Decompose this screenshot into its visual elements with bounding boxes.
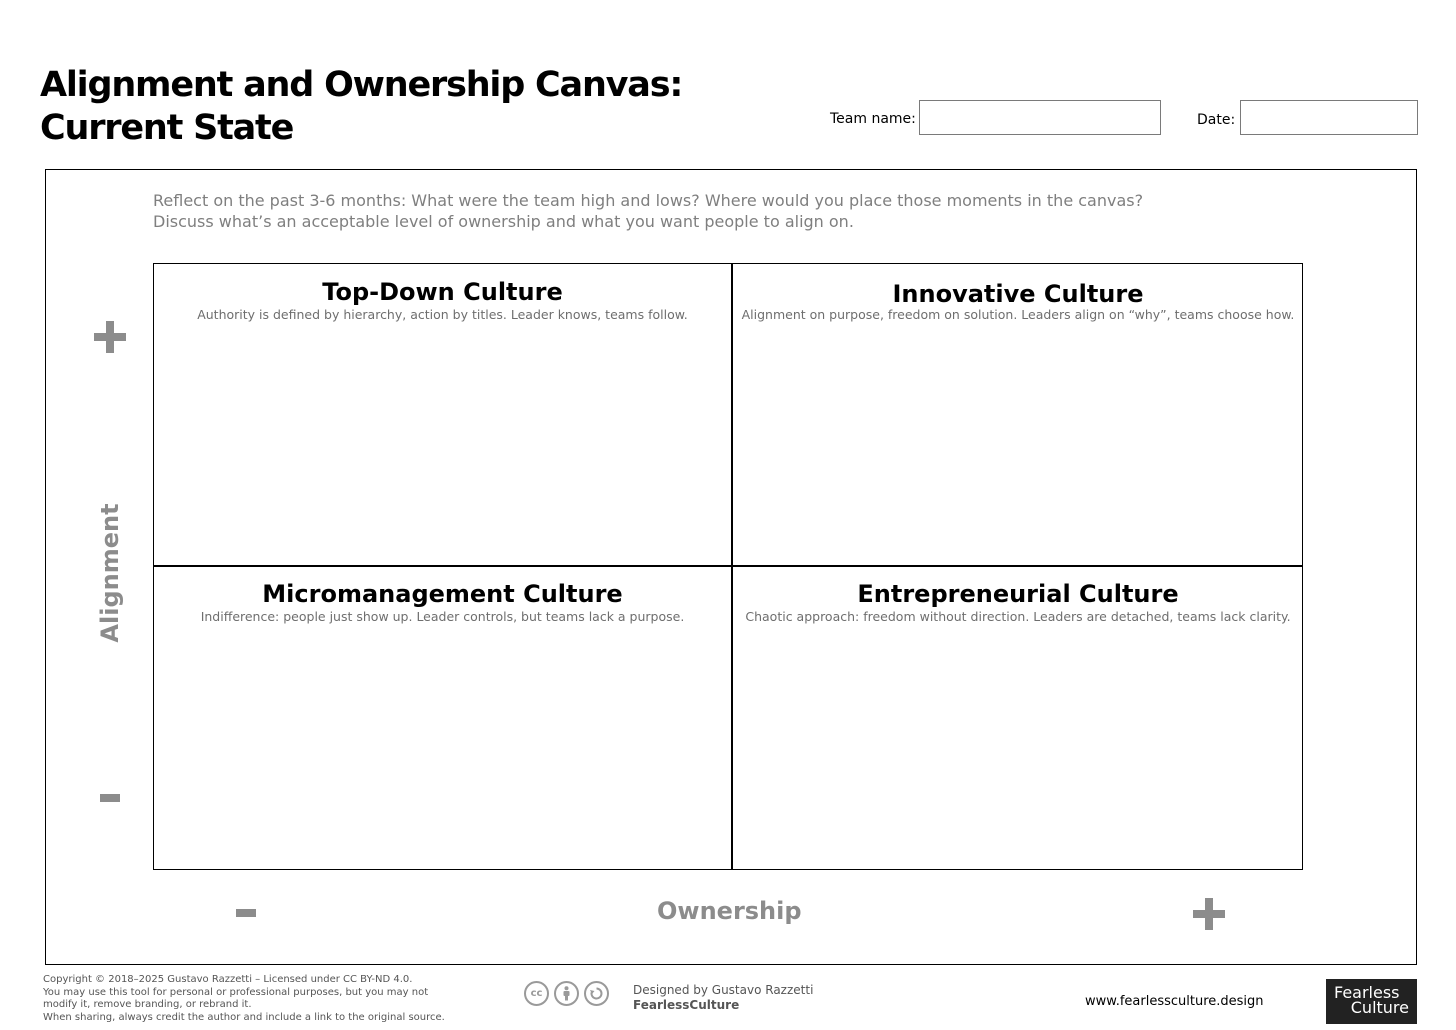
quadrant-entrepreneurial[interactable] [733, 580, 1303, 625]
copyright-line: Copyright © 2018–2025 Gustavo Razzetti – Licensed under CC BY-ND 4.0. [43, 974, 413, 985]
copyright-line: modify it, remove branding, or rebrand it. [43, 999, 252, 1010]
logo-line-1: Fearless [1334, 983, 1400, 1002]
intro-line-1: Reflect on the past 3-6 months: What were the team high and lows? Where would you place those moments in the canvas? [153, 191, 1144, 210]
quadrant-description: Chaotic approach: freedom without direction. Leaders are detached, teams lack clarity. [745, 609, 1291, 624]
designed-by: Designed by Gustavo Razzetti [633, 983, 814, 997]
page-title [40, 64, 682, 150]
ownership-minus-icon [236, 909, 256, 917]
date-label: Date: [1197, 112, 1236, 128]
team-name-input[interactable] [919, 100, 1161, 135]
quadrant-top-down[interactable] [154, 278, 731, 323]
alignment-minus-icon [100, 794, 120, 802]
copyright-line: When sharing, always credit the author and include a link to the original source. [43, 1011, 445, 1023]
grid-vertical-divider [731, 264, 733, 869]
by-icon [554, 981, 579, 1006]
quadrant-title: Entrepreneurial Culture [857, 580, 1179, 608]
quadrant-innovative[interactable] [733, 280, 1303, 323]
quadrant-description: Indifference: people just show up. Leader controls, but teams lack a purpose. [200, 609, 685, 624]
quadrant-micromanagement[interactable] [154, 580, 731, 625]
person-icon [560, 986, 573, 1001]
intro-text [153, 190, 1253, 232]
ownership-plus-icon [1193, 898, 1225, 930]
quadrant-title: Micromanagement Culture [262, 580, 623, 608]
copyright-line: You may use this tool for personal or professional purposes, but you may not [43, 986, 429, 998]
nd-icon [584, 981, 609, 1006]
alignment-plus-icon [94, 321, 126, 353]
page-title-line1: Alignment and Ownership Canvas: [40, 65, 683, 105]
alignment-axis-label: Alignment [96, 503, 124, 643]
date-input[interactable] [1240, 100, 1418, 135]
quadrant-title: Top-Down Culture [322, 278, 563, 306]
fearless-culture-logo [1326, 979, 1417, 1024]
designer-credit [633, 983, 813, 1013]
logo-line-2: Culture [1350, 998, 1409, 1017]
quadrant-description: Alignment on purpose, freedom on solution. Leaders align on “why”, teams choose how. [741, 307, 1295, 322]
page-title-line2: Current State [40, 108, 294, 148]
intro-line-2: Discuss what’s an acceptable level of ownership and what you want people to align on. [153, 212, 854, 231]
cc-icon: cc [524, 981, 549, 1006]
ownership-axis-label: Ownership [657, 897, 802, 925]
quadrant-description: Authority is defined by hierarchy, action by titles. Leader knows, teams follow. [197, 307, 688, 322]
quadrant-grid [153, 263, 1303, 870]
nd-symbol-icon [589, 986, 604, 1001]
grid-horizontal-divider [154, 565, 1302, 567]
copyright-notice [43, 974, 445, 1024]
quadrant-title: Innovative Culture [892, 280, 1144, 308]
brand-name: FearlessCulture [633, 998, 740, 1012]
website-link[interactable]: www.fearlessculture.design [1085, 994, 1264, 1009]
team-name-label: Team name: [830, 111, 916, 127]
cc-license-icons [524, 981, 609, 1006]
